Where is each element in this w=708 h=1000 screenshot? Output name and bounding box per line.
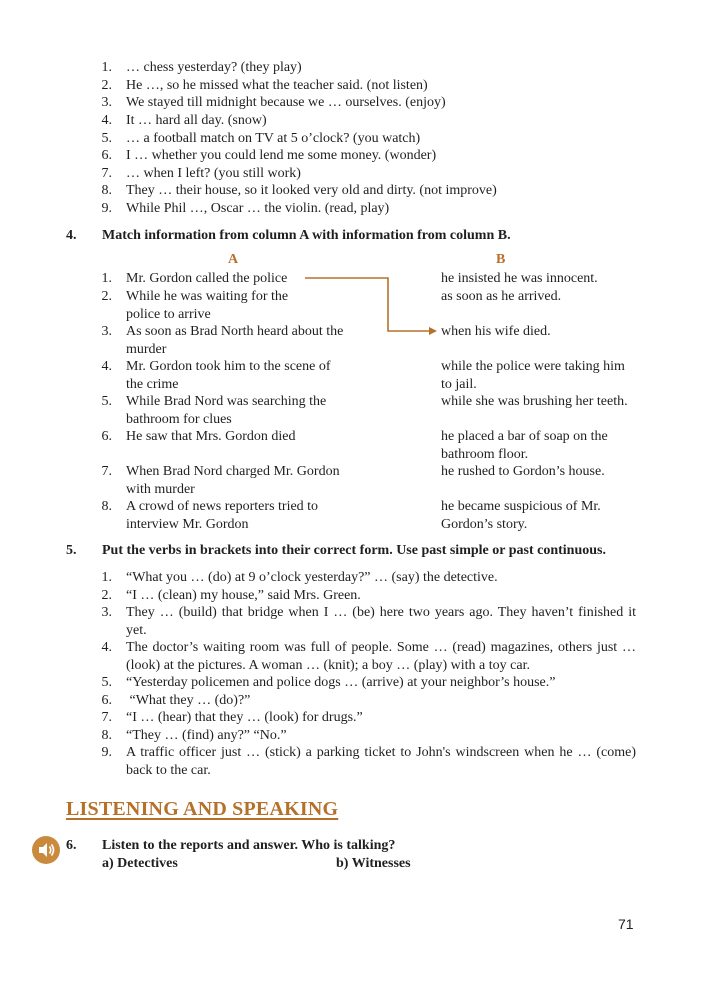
column-a-cell: A crowd of news reporters tried to interview Mr. Gordon: [126, 499, 319, 532]
exercise-number: 4.: [66, 228, 77, 243]
page-number: 71: [618, 916, 634, 932]
column-b-cell: he placed a bar of soap on the bathroom floor.: [441, 429, 608, 462]
column-a-cell: When Brad Nord charged Mr. Gordon with murder: [126, 464, 340, 497]
list-item: 7. “I … (hear) that they … (look) for drugs.”: [101, 710, 363, 725]
column-a-cell: He saw that Mrs. Gordon died: [126, 429, 296, 444]
list-item: 5. … a football match on TV at 5 o’clock? (you watch): [101, 131, 421, 146]
option-a: a) Detectives: [102, 856, 178, 871]
exercise-6-heading: [0, 837, 708, 855]
column-b-cell: while the police were taking him to jail.: [441, 359, 625, 392]
list-item: 3. We stayed till midnight because we … ourselves. (enjoy): [101, 95, 446, 110]
list-item: 1. … chess yesterday? (they play): [101, 60, 302, 75]
exercise-instruction: Match information from column A with information from column B.: [102, 228, 511, 243]
list-item: 5. “Yesterday policemen and police dogs … (arrive) at your neighbor’s house.”: [101, 675, 556, 690]
exercise-number: 5.: [66, 543, 77, 558]
column-a-cell: While he was waiting for the police to arrive: [126, 289, 289, 322]
column-b-cell: he rushed to Gordon’s house.: [441, 464, 605, 479]
list-item: 1. “What you … (do) at 9 o’clock yesterday?” … (say) the detective.: [101, 570, 498, 585]
column-a-header: A: [228, 252, 239, 267]
list-item: 6. “What they … (do)?”: [101, 693, 251, 708]
list-item: 2. “I … (clean) my house,” said Mrs. Green.: [101, 588, 361, 603]
column-b-cell: he insisted he was innocent.: [441, 271, 598, 286]
answer-options: [0, 855, 708, 873]
option-b: b) Witnesses: [336, 856, 411, 871]
exercise-number: 6.: [66, 838, 77, 853]
column-b-cell: when his wife died.: [441, 324, 551, 339]
column-b-cell: he became suspicious of Mr. Gordon’s story.: [441, 499, 601, 532]
list-item: 9. While Phil …, Oscar … the violin. (read, play): [101, 201, 390, 216]
section-title: LISTENING AND SPEAKING: [66, 798, 339, 820]
column-a-cell: As soon as Brad North heard about the murder: [126, 324, 344, 357]
column-a-cell: Mr. Gordon took him to the scene of the crime: [126, 359, 331, 392]
column-a-cell: While Brad Nord was searching the bathroom for clues: [126, 394, 327, 427]
exercise-instruction: Listen to the reports and answer. Who is talking?: [102, 838, 396, 853]
list-item: 4. It … hard all day. (snow): [101, 113, 267, 128]
exercise-instruction: Put the verbs in brackets into their correct form. Use past simple or past continuous.: [102, 543, 606, 558]
exercise-5-heading: [0, 542, 708, 560]
list-item: 7. … when I left? (you still work): [101, 166, 301, 181]
column-b-header: B: [496, 252, 506, 267]
column-a-cell: Mr. Gordon called the police: [126, 271, 288, 286]
list-item: 8. They … their house, so it looked very old and dirty. (not improve): [101, 183, 497, 198]
list-item: 2. He …, so he missed what the teacher said. (not listen): [101, 78, 428, 93]
column-b-cell: as soon as he arrived.: [441, 289, 562, 304]
list-item: 6. I … whether you could lend me some money. (wonder): [101, 148, 437, 163]
list-item: 8. “They … (find) any?” “No.”: [101, 728, 287, 743]
match-arrow: [0, 0, 708, 360]
column-b-cell: while she was brushing her teeth.: [441, 394, 628, 409]
